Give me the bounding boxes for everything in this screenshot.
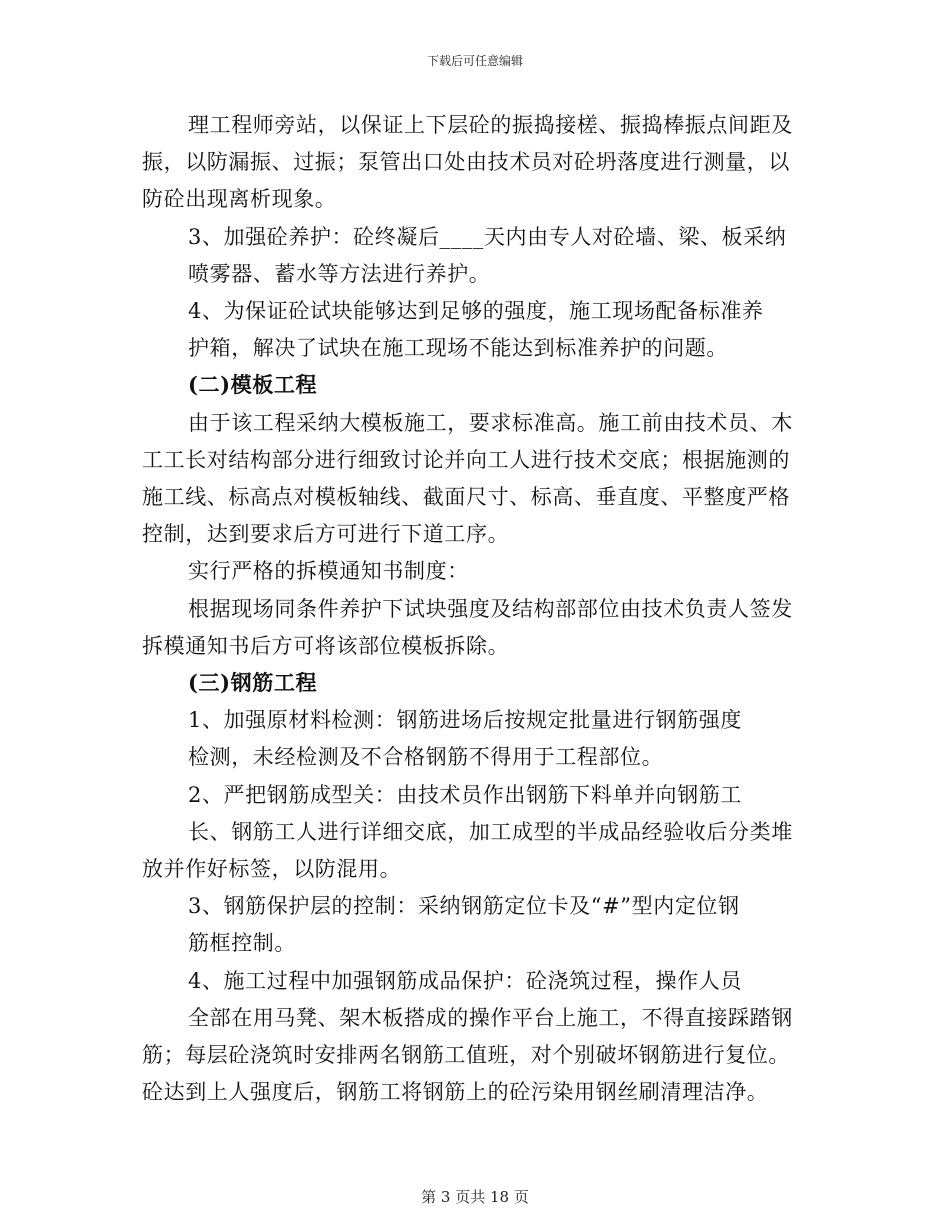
text-line: 由于该工程采纳大模板施工，要求标准高。施工前由技术员、木 [188, 410, 793, 435]
section-heading: (二)模板工程 [188, 372, 318, 398]
text-line: 检测，未经检测及不合格钢筋不得用于工程部位。 [188, 745, 664, 770]
text-line: 振，以防漏振、过振；泵管出口处由技术员对砼坍落度进行测量，以 [142, 150, 790, 175]
text-line: 筋框控制。 [188, 931, 296, 956]
page-header: 下载后可任意编辑 [426, 54, 523, 68]
text-line: 3、钢筋保护层的控制：采纳钢筋定位卡及“#”型内定位钢 [188, 894, 740, 919]
page-footer: 第 3 页共 18 页 [421, 1188, 529, 1206]
text-line: 长、钢筋工人进行详细交底，加工成型的半成品经验收后分类堆 [188, 819, 793, 844]
text-line: 砼达到上人强度后，钢筋工将钢筋上的砼污染用钢丝刷清理洁净。 [142, 1080, 769, 1105]
text-line: 工工长对结构部分进行细致讨论并向工人进行技术交底；根据施测的 [142, 447, 790, 472]
text-line: 喷雾器、蓄水等方法进行养护。 [188, 261, 491, 286]
text-line: 根据现场同条件养护下试块强度及结构部部位由技术负责人签发 [188, 596, 793, 621]
text-line: 护箱，解决了试块在施工现场不能达到标准养护的问题。 [188, 336, 728, 361]
text-line: 4、施工过程中加强钢筋成品保护：砼浇筑过程，操作人员 [188, 968, 742, 993]
text-line: 放并作好标签，以防混用。 [142, 857, 402, 881]
text-line: 防砼出现离析现象。 [142, 187, 337, 212]
text-line: 全部在用马凳、架木板搭成的操作平台上施工，不得直接踩踏钢 [188, 1005, 793, 1030]
text-line: 理工程师旁站，以保证上下层砼的振捣接槎、振捣棒振点间距及 [188, 113, 793, 137]
text-line: 施工线、标高点对模板轴线、截面尺寸、标高、垂直度、平整度严格 [142, 485, 790, 509]
text-line: 控制，达到要求后方可进行下道工序。 [142, 522, 510, 547]
text-line: 3、加强砼养护：砼终凝后____天内由专人对砼墙、梁、板采纳 [188, 224, 787, 249]
text-line: 筋；每层砼浇筑时安排两名钢筋工值班，对个别破坏钢筋进行复位。 [142, 1043, 790, 1067]
text-line: 4、为保证砼试块能够达到足够的强度，施工现场配备标准养 [188, 299, 764, 323]
section-heading: (三)钢筋工程 [188, 670, 318, 695]
text-line: 实行严格的拆模通知书制度： [188, 559, 469, 584]
text-line: 2、严把钢筋成型关：由技术员作出钢筋下料单并向钢筋工 [188, 782, 742, 807]
text-line: 拆模通知书后方可将该部位模板拆除。 [142, 633, 510, 658]
text-line: 1、加强原材料检测：钢筋进场后按规定批量进行钢筋强度 [188, 708, 742, 733]
